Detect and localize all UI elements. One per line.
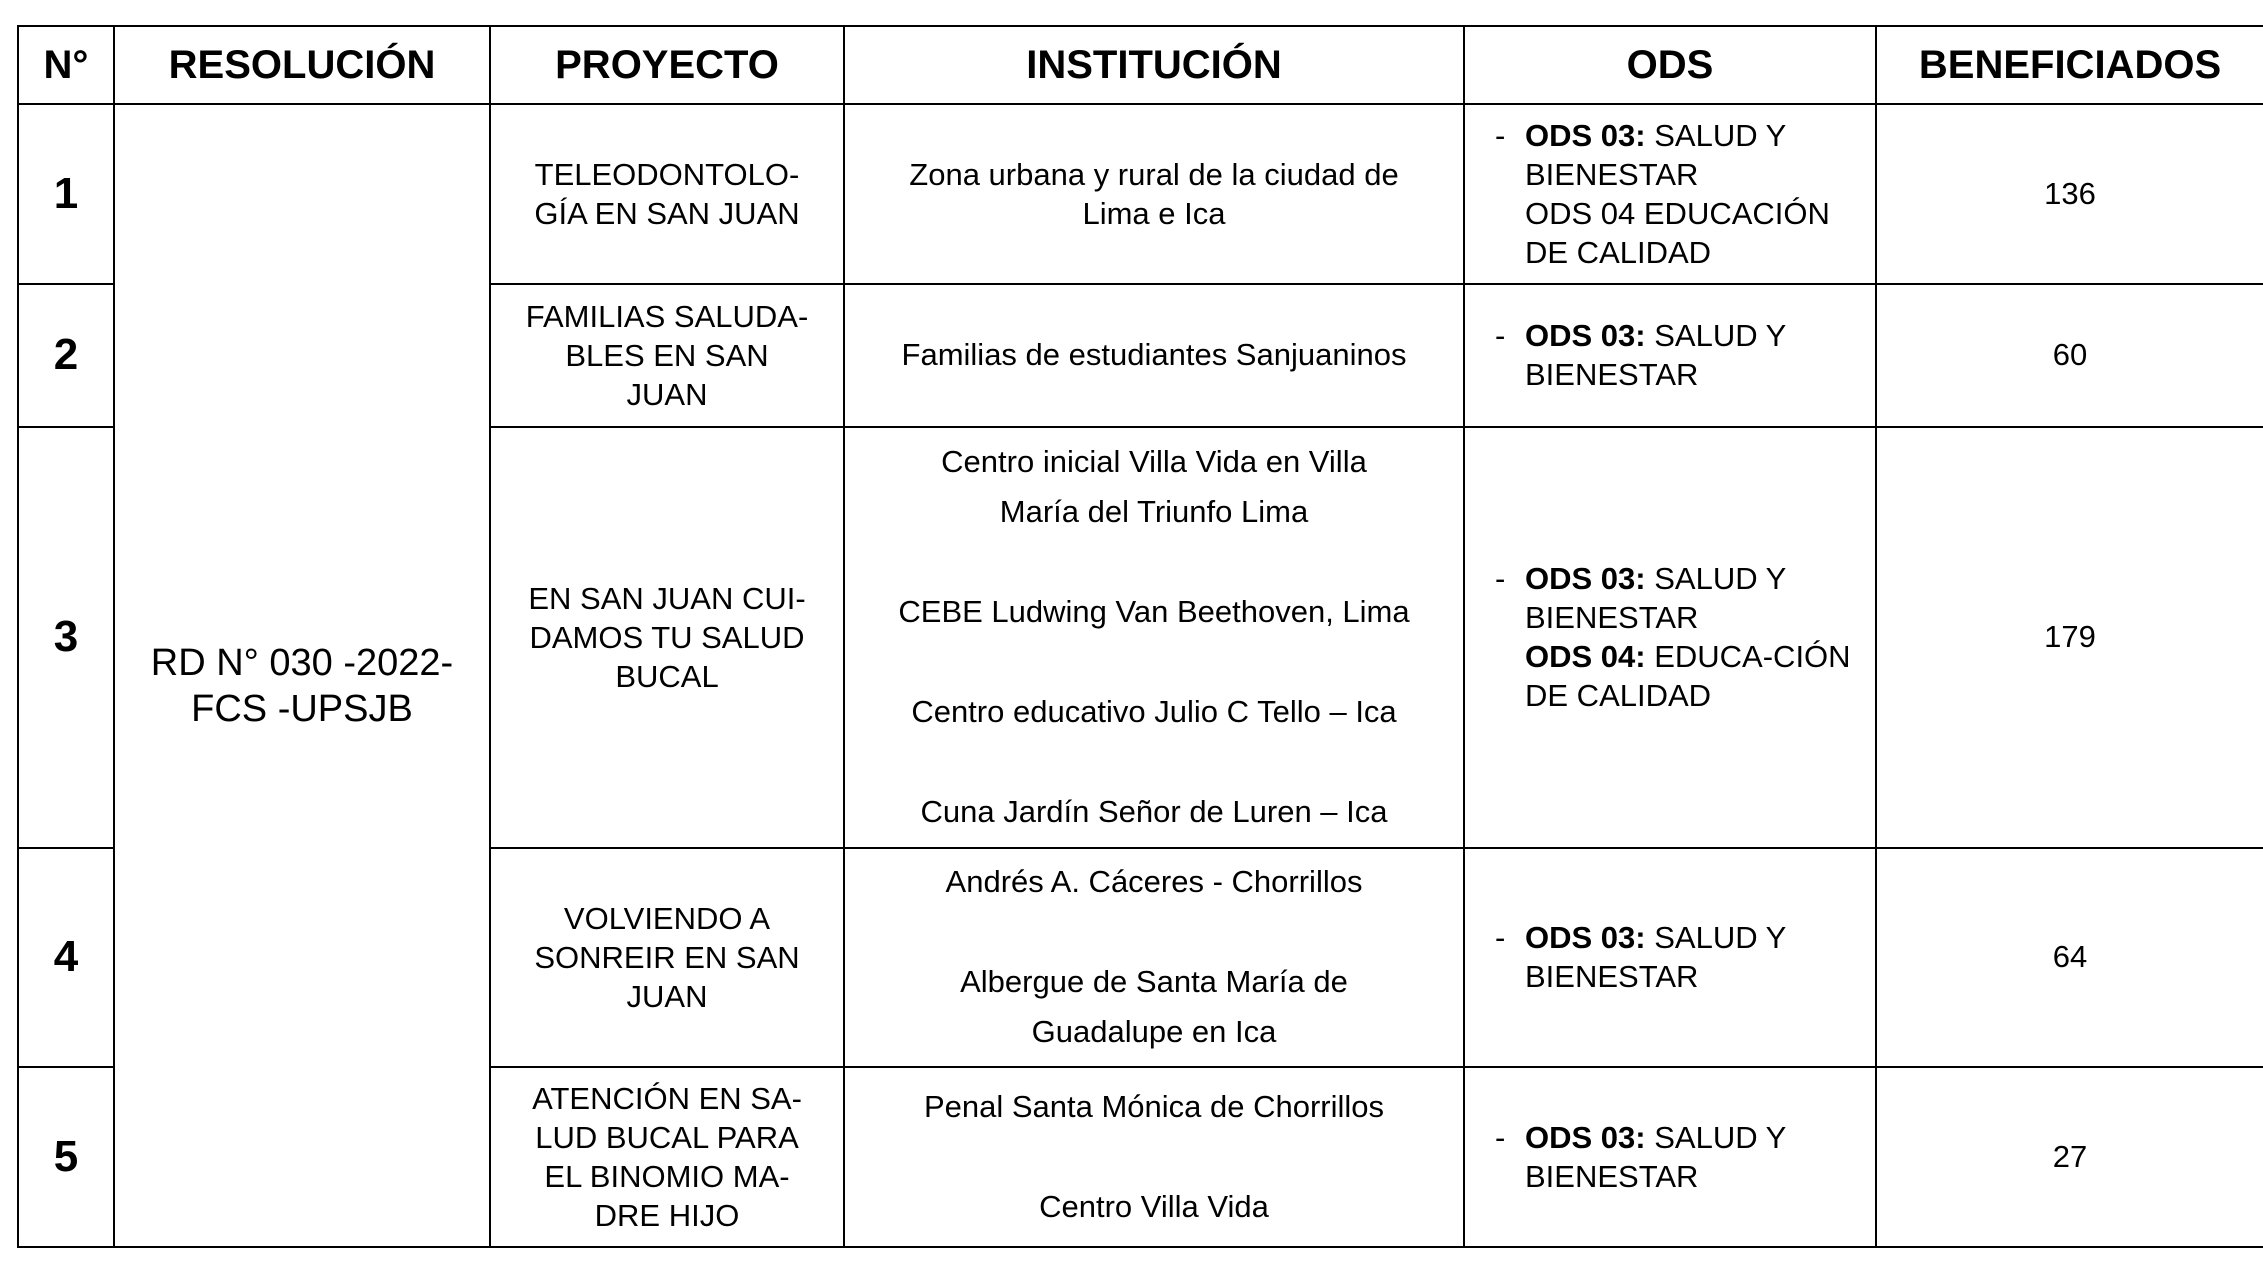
institution-line	[845, 637, 1463, 687]
institution-cell	[844, 284, 1464, 426]
institution-line: Centro educativo Julio C Tello – Ica	[911, 694, 1397, 730]
project-cell	[490, 848, 844, 1066]
project-line: VOLVIENDO A	[563, 900, 771, 936]
table-row	[18, 104, 2263, 284]
ods-dash: -	[1495, 318, 1506, 354]
project-line: TELEODONTOLO-	[534, 157, 800, 193]
institution-line: Andrés A. Cáceres - Chorrillos	[945, 864, 1363, 900]
header-ods: ODS	[1464, 26, 1876, 104]
ods-cell	[1464, 284, 1876, 426]
resolution-line: RD N° 030 -2022-	[150, 641, 454, 684]
beneficiaries-cell: 136	[1876, 104, 2263, 284]
project-line: BLES EN SAN	[565, 337, 769, 373]
project-line: EL BINOMIO MA-	[544, 1158, 790, 1194]
ods-cell	[1464, 1067, 1876, 1247]
institution-line	[845, 737, 1463, 787]
institution-line: María del Triunfo Lima	[999, 494, 1309, 530]
beneficiaries-cell: 64	[1876, 848, 2263, 1066]
ods-label: ODS 03:	[1525, 1119, 1646, 1155]
project-cell	[490, 284, 844, 426]
ods-description: SALUD Y BIENESTAR	[1525, 920, 1786, 995]
beneficiaries-cell: 60	[1876, 284, 2263, 426]
ods-dash: -	[1495, 118, 1506, 154]
institution-cell	[844, 848, 1464, 1066]
institution-line	[845, 537, 1463, 587]
ods-dash: -	[1495, 920, 1506, 956]
project-line: JUAN	[626, 376, 708, 412]
header-institution: INSTITUCIÓN	[844, 26, 1464, 104]
project-cell	[490, 427, 844, 849]
ods-cell	[1464, 848, 1876, 1066]
ods-description: ODS 04 EDUCACIÓN DE CALIDAD	[1525, 196, 1830, 271]
header-resolution: RESOLUCIÓN	[114, 26, 490, 104]
project-line: JUAN	[626, 978, 708, 1014]
project-line: EN SAN JUAN CUI-	[528, 580, 806, 616]
institution-line	[845, 907, 1463, 957]
header-number: N°	[18, 26, 114, 104]
project-line: ATENCIÓN EN SA-	[532, 1080, 802, 1116]
institution-line: Penal Santa Mónica de Chorrillos	[923, 1088, 1385, 1124]
project-line: DRE HIJO	[594, 1197, 740, 1233]
header-project: PROYECTO	[490, 26, 844, 104]
institution-line: Cuna Jardín Señor de Luren – Ica	[920, 794, 1388, 830]
institution-cell	[844, 1067, 1464, 1247]
beneficiaries-cell: 27	[1876, 1067, 2263, 1247]
ods-description: SALUD Y BIENESTAR	[1525, 1119, 1786, 1194]
ods-label: ODS 03:	[1525, 318, 1646, 354]
beneficiaries-cell: 179	[1876, 427, 2263, 849]
institution-line: Guadalupe en Ica	[1031, 1014, 1277, 1050]
ods-label: ODS 03:	[1525, 920, 1646, 956]
project-line: GÍA EN SAN JUAN	[534, 196, 800, 232]
projects-table	[17, 25, 2263, 1248]
row-number: 5	[18, 1067, 114, 1247]
ods-cell	[1464, 104, 1876, 284]
ods-dash: -	[1495, 1119, 1506, 1155]
ods-label: ODS 03:	[1525, 561, 1646, 597]
ods-description: SALUD Y BIENESTAR	[1525, 561, 1786, 636]
ods-description: SALUD Y BIENESTAR	[1525, 118, 1786, 193]
resolution-cell	[114, 104, 490, 1247]
project-line: BUCAL	[615, 658, 719, 694]
institution-cell	[844, 427, 1464, 849]
ods-dash: -	[1495, 561, 1506, 597]
institution-line: Centro Villa Vida	[1039, 1188, 1269, 1224]
institution-line: Lima e Ica	[1082, 196, 1226, 232]
institution-line: Zona urbana y rural de la ciudad de	[909, 157, 1399, 193]
ods-description: EDUCA-CIÓN DE CALIDAD	[1525, 639, 1851, 714]
project-cell	[490, 104, 844, 284]
project-line: DAMOS TU SALUD	[529, 619, 805, 655]
row-number: 1	[18, 104, 114, 284]
ods-description: SALUD Y BIENESTAR	[1525, 318, 1786, 393]
institution-cell	[844, 104, 1464, 284]
project-line: FAMILIAS SALUDA-	[525, 298, 809, 334]
ods-label: ODS 03:	[1525, 118, 1646, 154]
project-cell	[490, 1067, 844, 1247]
header-row	[18, 26, 2263, 104]
row-number: 2	[18, 284, 114, 426]
project-line: LUD BUCAL PARA	[535, 1119, 799, 1155]
project-line: SONREIR EN SAN	[534, 939, 800, 975]
institution-line: Centro inicial Villa Vida en Villa	[941, 444, 1367, 480]
row-number: 4	[18, 848, 114, 1066]
institution-line: Albergue de Santa María de	[960, 964, 1348, 1000]
resolution-line: FCS -UPSJB	[191, 687, 413, 730]
header-beneficiaries: BENEFICIADOS	[1876, 26, 2263, 104]
institution-line: CEBE Ludwing Van Beethoven, Lima	[898, 594, 1410, 630]
institution-line	[845, 1132, 1463, 1182]
row-number: 3	[18, 427, 114, 849]
institution-line: Familias de estudiantes Sanjuaninos	[901, 337, 1407, 373]
ods-cell	[1464, 427, 1876, 849]
ods-label: ODS 04:	[1525, 639, 1646, 675]
